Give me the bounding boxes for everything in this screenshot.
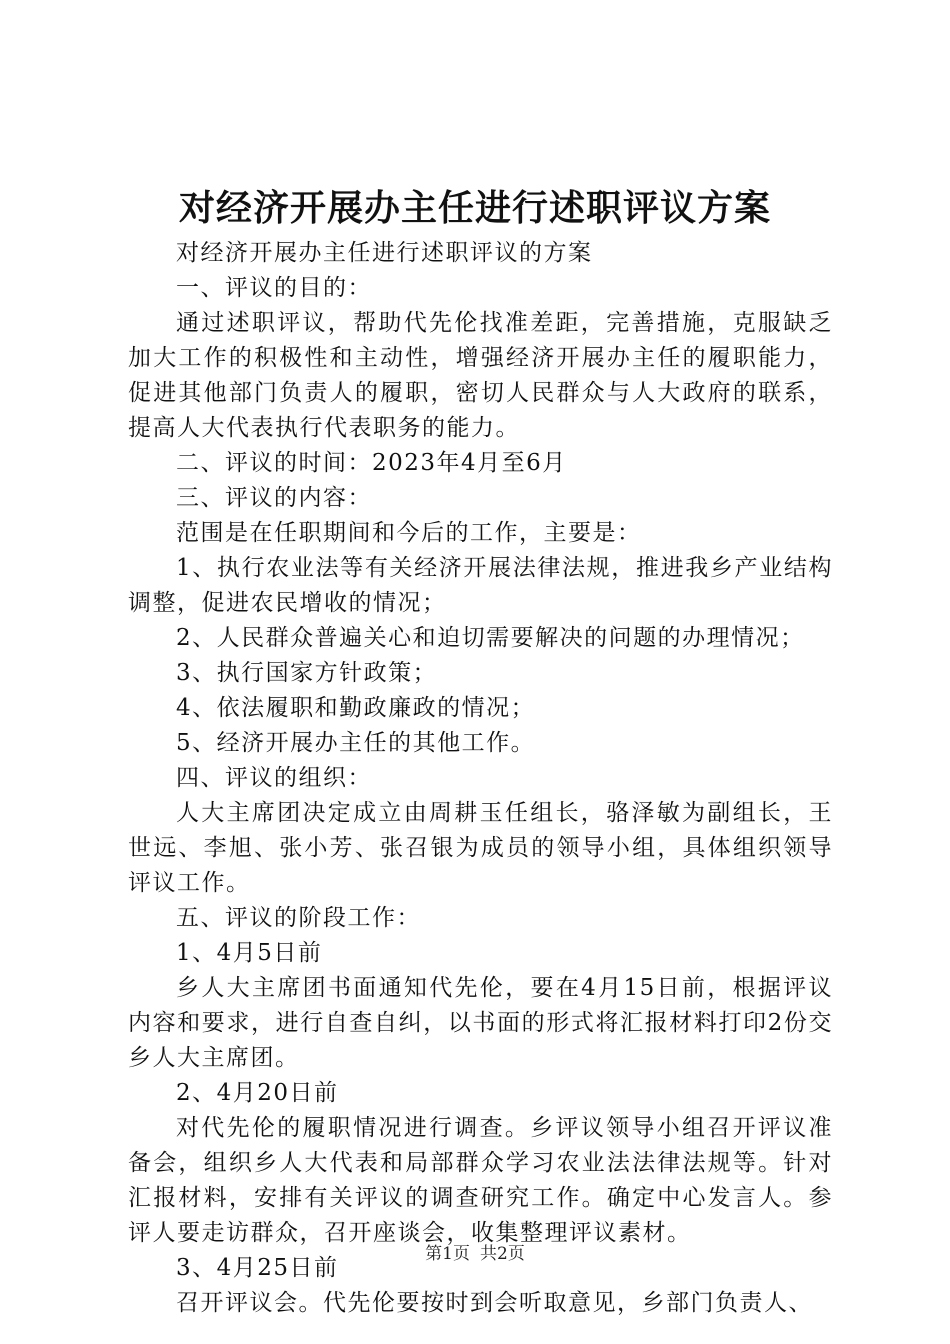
section-heading-purpose: 一、评议的目的： (176, 275, 372, 301)
paragraph-organization: 人大主席团决定成立由周耕玉任组长，骆泽敏为副组长，王世远、李旭、张小芳、张召银为成员的领导小组，具体组织领导评议工作。 (128, 800, 833, 896)
page-total: 共2页 (480, 1244, 525, 1264)
paragraph-purpose: 通过述职评议，帮助代先伦找准差距，完善措施，克服缺乏加大工作的积极性和主动性，增强经济开展办主任的履职能力，促进其他部门负责人的履职，密切人民群众与人大政府的联系，提高人大代表执行代表职务的能力。 (128, 310, 833, 441)
stage-heading-3: 3、4月25日前 (176, 1255, 339, 1281)
document-body (128, 236, 833, 1321)
stage-paragraph-1: 乡人大主席团书面通知代先伦，要在4月15日前，根据评议内容和要求，进行自查自纠，以书面的形式将汇报材料打印2份交乡人大主席团。 (128, 975, 833, 1071)
stage-paragraph-3: 召开评议会。代先伦要按时到会听取意见，乡部门负责人、 (176, 1290, 813, 1316)
section-heading-content: 三、评议的内容： (176, 485, 372, 511)
section-heading-time: 二、评议的时间：2023年4月至6月 (176, 450, 567, 476)
page-number: 第1页 (425, 1244, 470, 1264)
stage-paragraph-2: 对代先伦的履职情况进行调查。乡评议领导小组召开评议准备会，组织乡人大代表和局部群众学习农业法法律法规等。针对汇报材料，安排有关评议的调查研究工作。确定中心发言人。参评人要走访群众，召开座谈会，收集整理评议素材。 (128, 1115, 833, 1246)
paragraph-subtitle: 对经济开展办主任进行述职评议的方案 (176, 240, 593, 266)
list-item-content-3: 3、执行国家方针政策； (176, 660, 438, 686)
list-item-content-1: 1、执行农业法等有关经济开展法律法规，推进我乡产业结构调整，促进农民增收的情况； (128, 555, 833, 616)
stage-heading-2: 2、4月20日前 (176, 1080, 339, 1106)
paragraph-scope: 范围是在任职期间和今后的工作，主要是： (176, 520, 642, 546)
section-heading-stages: 五、评议的阶段工作： (176, 905, 421, 931)
page-footer (0, 1242, 950, 1266)
list-item-content-2: 2、人民群众普遍关心和迫切需要解决的问题的办理情况； (176, 625, 805, 651)
document-title: 对经济开展办主任进行述职评议方案 (178, 187, 771, 229)
stage-heading-1: 1、4月5日前 (176, 940, 323, 966)
list-item-content-5: 5、经济开展办主任的其他工作。 (176, 730, 536, 756)
list-item-content-4: 4、依法履职和勤政廉政的情况； (176, 695, 536, 721)
section-heading-organization: 四、评议的组织： (176, 765, 372, 791)
